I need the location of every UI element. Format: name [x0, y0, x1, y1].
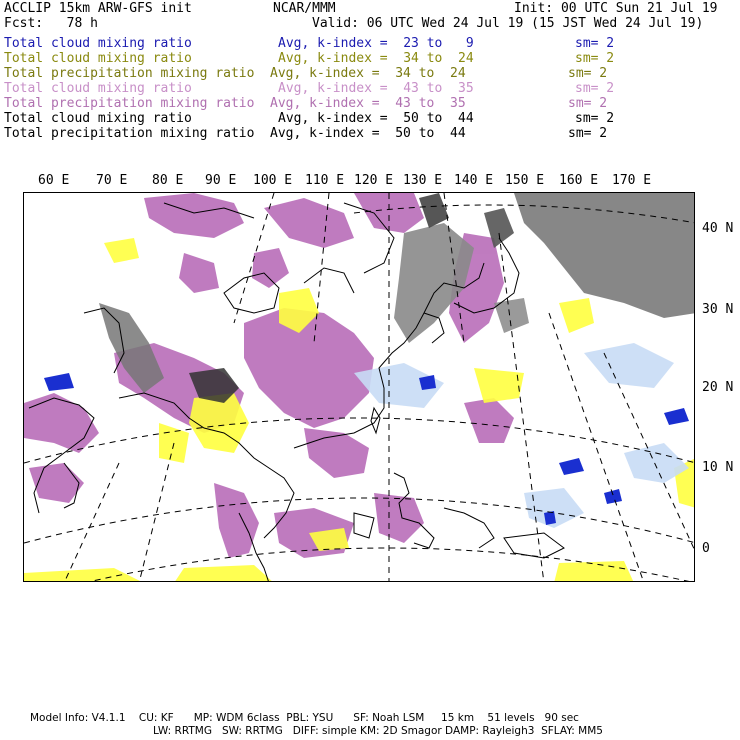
forecast-hour: Fcst: 78 h — [4, 16, 98, 31]
legend-row-name: Total cloud mixing ratio — [4, 36, 192, 51]
legend-row-avg: Avg, k-index = 34 to 24 — [278, 51, 474, 66]
legend-row-sm: sm= 2 — [575, 36, 615, 51]
legend-row-avg: Avg, k-index = 34 to 24 — [270, 66, 466, 81]
lat-label: 20 N — [702, 380, 734, 395]
legend-row-sm: sm= 2 — [575, 51, 615, 66]
model-info-line1: Model Info: V4.1.1 CU: KF MP: WDM 6class PBL: YSU SF: Noah LSM 15 km 51 levels 90 sec — [30, 712, 579, 724]
lat-label: 0 — [702, 541, 710, 556]
legend-row-name: Total precipitation mixing ratio — [4, 96, 255, 111]
lon-label: 150 E — [505, 173, 545, 188]
lon-label: 100 E — [253, 173, 293, 188]
init-time: Init: 00 UTC Sun 21 Jul 19 — [514, 1, 718, 16]
lon-label: 130 E — [403, 173, 443, 188]
legend-row-sm: sm= 2 — [575, 111, 615, 126]
legend-row-avg: Avg, k-index = 43 to 35 — [278, 81, 474, 96]
valid-time: Valid: 06 UTC Wed 24 Jul 19 (15 JST Wed 24 Jul 19) — [312, 16, 704, 31]
lat-label: 40 N — [702, 221, 734, 236]
lat-label: 10 N — [702, 460, 734, 475]
legend-row-sm: sm= 2 — [568, 126, 608, 141]
legend-row-avg: Avg, k-index = 43 to 35 — [270, 96, 466, 111]
map-panel — [23, 192, 695, 582]
model-info-line2: LW: RRTMG SW: RRTMG DIFF: simple KM: 2D Smagor DAMP: Rayleigh3 SFLAY: MM5 — [153, 725, 603, 737]
lon-label: 80 E — [152, 173, 184, 188]
lon-label: 170 E — [612, 173, 652, 188]
legend-row-sm: sm= 2 — [568, 66, 608, 81]
legend-row-avg: Avg, k-index = 50 to 44 — [270, 126, 466, 141]
legend-row-name: Total cloud mixing ratio — [4, 51, 192, 66]
lon-label: 90 E — [205, 173, 237, 188]
lon-label: 70 E — [96, 173, 128, 188]
legend-row-avg: Avg, k-index = 50 to 44 — [278, 111, 474, 126]
lat-label: 30 N — [702, 302, 734, 317]
org-label: NCAR/MMM — [273, 1, 336, 16]
legend-row-name: Total precipitation mixing ratio — [4, 126, 255, 141]
lon-label: 140 E — [454, 173, 494, 188]
lon-label: 60 E — [38, 173, 70, 188]
lon-label: 110 E — [305, 173, 345, 188]
legend-row-sm: sm= 2 — [575, 81, 615, 96]
legend-row-name: Total cloud mixing ratio — [4, 81, 192, 96]
legend-row-name: Total cloud mixing ratio — [4, 111, 192, 126]
lon-label: 120 E — [354, 173, 394, 188]
map-canvas — [24, 193, 695, 582]
lon-label: 160 E — [559, 173, 599, 188]
legend-row-sm: sm= 2 — [568, 96, 608, 111]
legend-row-name: Total precipitation mixing ratio — [4, 66, 255, 81]
plot-title: ACCLIP 15km ARW-GFS init — [4, 1, 192, 16]
legend-row-avg: Avg, k-index = 23 to 9 — [278, 36, 474, 51]
